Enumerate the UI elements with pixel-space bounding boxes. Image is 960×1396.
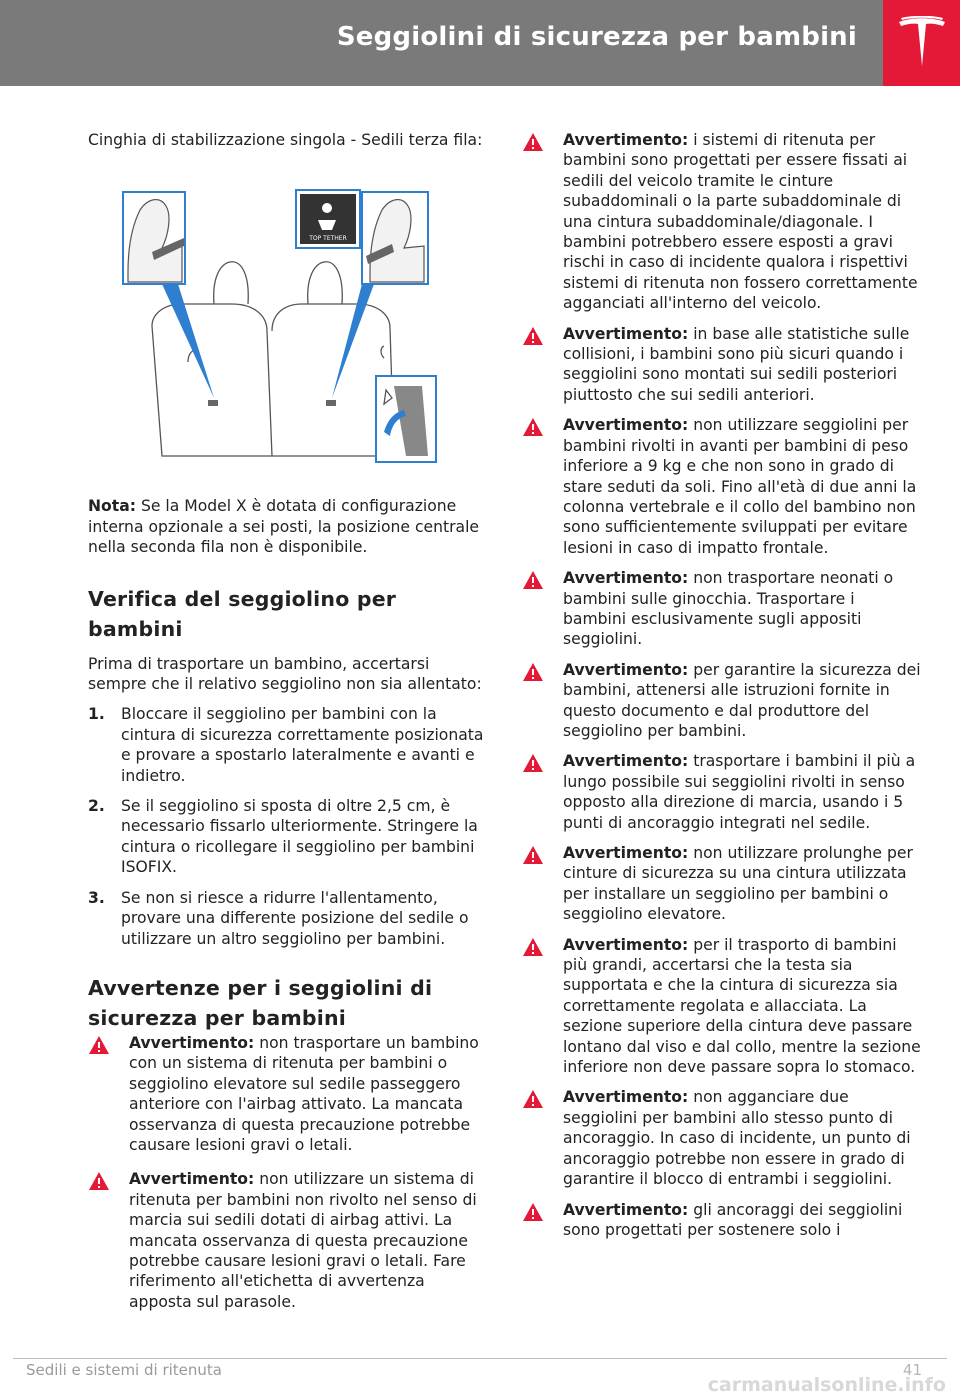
seat-illustration — [122, 186, 452, 466]
note-text: Se la Model X è dotata di configurazione interna opzionale a sei posti, la posizione centrale nella seconda fila non è disponibile. — [88, 497, 480, 557]
warning-text: per garantire la sicurezza dei bambini, attenersi alle istruzioni fornite in questo documento e dal produttore del seggiolino per bambini. — [563, 660, 921, 740]
step-number: 3. — [88, 888, 105, 907]
warning-text: i sistemi di ritenuta per bambini sono progettati per essere fissati ai sedili del veicolo tramite le cinture subaddominali o la parte subaddominale di una cintura subaddominale/diagonale. I bambini potrebbero essere esposti a gravi rischi in caso di incidente qualora i rispettivi sistemi di ritenuta non fossero correttamente agganciati all'interno del veicolo. — [563, 131, 918, 313]
warning-text: non utilizzare prolunghe per cinture di sicurezza su una cintura utilizzata per installare un seggiolino per bambini o seggiolino elevatore. — [563, 844, 913, 924]
list-item — [88, 704, 488, 786]
warning-icon — [522, 662, 544, 682]
note-label: Nota: — [88, 497, 136, 516]
warning-block — [522, 324, 922, 406]
warning-label: Avvertimento: — [563, 1088, 689, 1107]
warning-label: Avvertimento: — [563, 660, 689, 679]
footer-section: Sedili e sistemi di ritenuta — [26, 1361, 222, 1379]
warning-label: Avvertimento: — [563, 752, 689, 771]
step-number: 1. — [88, 705, 105, 724]
warning-label: Avvertimento: — [563, 416, 689, 435]
warning-icon — [88, 1035, 110, 1055]
warning-icon — [522, 326, 544, 346]
warning-label: Avvertimento: — [563, 1200, 689, 1219]
warning-icon — [522, 845, 544, 865]
list-item — [88, 796, 488, 878]
check-steps — [88, 704, 488, 948]
right-column — [522, 130, 922, 1250]
warning-block — [522, 1087, 922, 1189]
warning-text: per il trasporto di bambini più grandi, accertarsi che la testa sia supportata e che la cintura di sicurezza sia correttamente regolata e allacciata. La sezione superiore della cintura deve passare lontano dal viso e dal collo, mentre la sezione inferiore non deve passare sopra lo stomaco. — [563, 935, 921, 1077]
warning-icon — [522, 1202, 544, 1222]
warning-icon — [522, 1089, 544, 1109]
tesla-logo-icon — [897, 16, 947, 70]
warning-icon — [522, 937, 544, 957]
note-paragraph — [88, 496, 488, 557]
warning-label: Avvertimento: — [563, 569, 689, 588]
tether-diagram — [122, 186, 452, 466]
warning-block — [522, 935, 922, 1078]
warning-icon — [522, 132, 544, 152]
warning-text: non trasportare neonati o bambini sulle ginocchia. Trasportare i bambini esclusivamente sugli appositi seggiolini. — [563, 569, 894, 649]
warning-block — [522, 130, 922, 314]
page-number: 41 — [902, 1361, 922, 1379]
warning-block — [522, 843, 922, 925]
warning-label: Avvertimento: — [563, 131, 689, 149]
tesla-logo — [883, 0, 960, 86]
step-text: Se non si riesce a ridurre l'allentamento, provare una differente posizione del sedile o utilizzare un altro seggiolino per bambini. — [121, 888, 469, 948]
warning-icon — [522, 753, 544, 773]
warning-icon — [522, 570, 544, 590]
top-tether-label: TOP TETHER — [309, 235, 347, 243]
warning-text: non agganciare due seggiolini per bambini allo stesso punto di ancoraggio. In caso di incidente, un punto di ancoraggio potrebbe non essere in grado di garantire il blocco di entrambi i seggiolini. — [563, 1088, 911, 1189]
figure-caption: Cinghia di stabilizzazione singola - Sedili terza fila: — [88, 131, 483, 149]
warning-label: Avvertimento: — [563, 844, 689, 862]
watermark: carmanualsonline.info — [707, 1374, 946, 1396]
left-column — [88, 130, 488, 1326]
page-title: Seggiolini di sicurezza per bambini — [336, 22, 857, 52]
warning-text: non utilizzare seggiolini per bambini rivolti in avanti per bambini di peso inferiore a 9 kg e che non sono in grado di stare seduti da soli. Fino all'età di due anni la colonna vertebrale e il collo del bambino non sono sufficientemente sviluppati per evitare lesioni in caso di impatto frontale. — [563, 416, 917, 557]
warning-icon — [522, 417, 544, 437]
warning-block — [522, 751, 922, 833]
warning-block — [522, 415, 922, 558]
warning-label: Avvertimento: — [129, 1170, 255, 1189]
warning-text: trasportare i bambini il più a lungo possibile sui seggiolini rivolti in senso opposto alla direzione di marcia, usando i 5 punti di ancoraggio integrati nel sedile. — [563, 752, 916, 832]
warning-text: non utilizzare un sistema di ritenuta per bambini non rivolto nel senso di marcia sui sedili dotati di airbag attivi. La mancata osservanza di questa precauzione potrebbe causare lesioni gravi o letali. Fare riferimento all'etichetta di avvertenza apposta sul parasole. — [129, 1170, 477, 1311]
warning-label: Avvertimento: — [129, 1033, 255, 1052]
footer-divider — [13, 1358, 947, 1359]
warning-text: non trasportare un bambino con un sistema di ritenuta per bambini o seggiolino elevatore sul sedile passeggero anteriore con l'airbag attivato. La mancata osservanza di questa precauzione potrebbe causare lesioni gravi o letali. — [129, 1033, 479, 1154]
warning-label: Avvertimento: — [563, 935, 689, 954]
warning-label: Avvertimento: — [563, 324, 689, 343]
warning-block — [88, 1033, 488, 1155]
warning-icon — [88, 1171, 110, 1191]
step-text: Se il seggiolino si sposta di oltre 2,5 cm, è necessario fissarlo ulteriormente. Stringere la cintura o ricollegare il seggiolino per bambini ISOFIX. — [121, 797, 478, 877]
warning-text: gli ancoraggi dei seggiolini sono progettati per sostenere solo i — [563, 1200, 903, 1239]
heading-check: Verifica del seggiolino per bambini — [88, 586, 397, 641]
warning-block — [88, 1169, 488, 1312]
warning-block — [522, 568, 922, 650]
heading-warnings: Avvertenze per i seggiolini di sicurezza per bambini — [88, 975, 433, 1030]
header-band — [0, 0, 883, 86]
check-intro: Prima di trasportare un bambino, accertarsi sempre che il relativo seggiolino non sia allentato: — [88, 654, 482, 694]
step-number: 2. — [88, 797, 105, 816]
warning-block — [522, 660, 922, 742]
list-item — [88, 888, 488, 949]
warning-block — [522, 1200, 922, 1241]
step-text: Bloccare il seggiolino per bambini con la cintura di sicurezza correttamente posizionata e provare a spostarlo lateralmente e avanti e indietro. — [121, 705, 484, 785]
warning-text: in base alle statistiche sulle collisioni, i bambini sono più sicuri quando i seggiolini sono montati sui sedili posteriori piuttosto che sui sedili anteriori. — [563, 324, 910, 404]
